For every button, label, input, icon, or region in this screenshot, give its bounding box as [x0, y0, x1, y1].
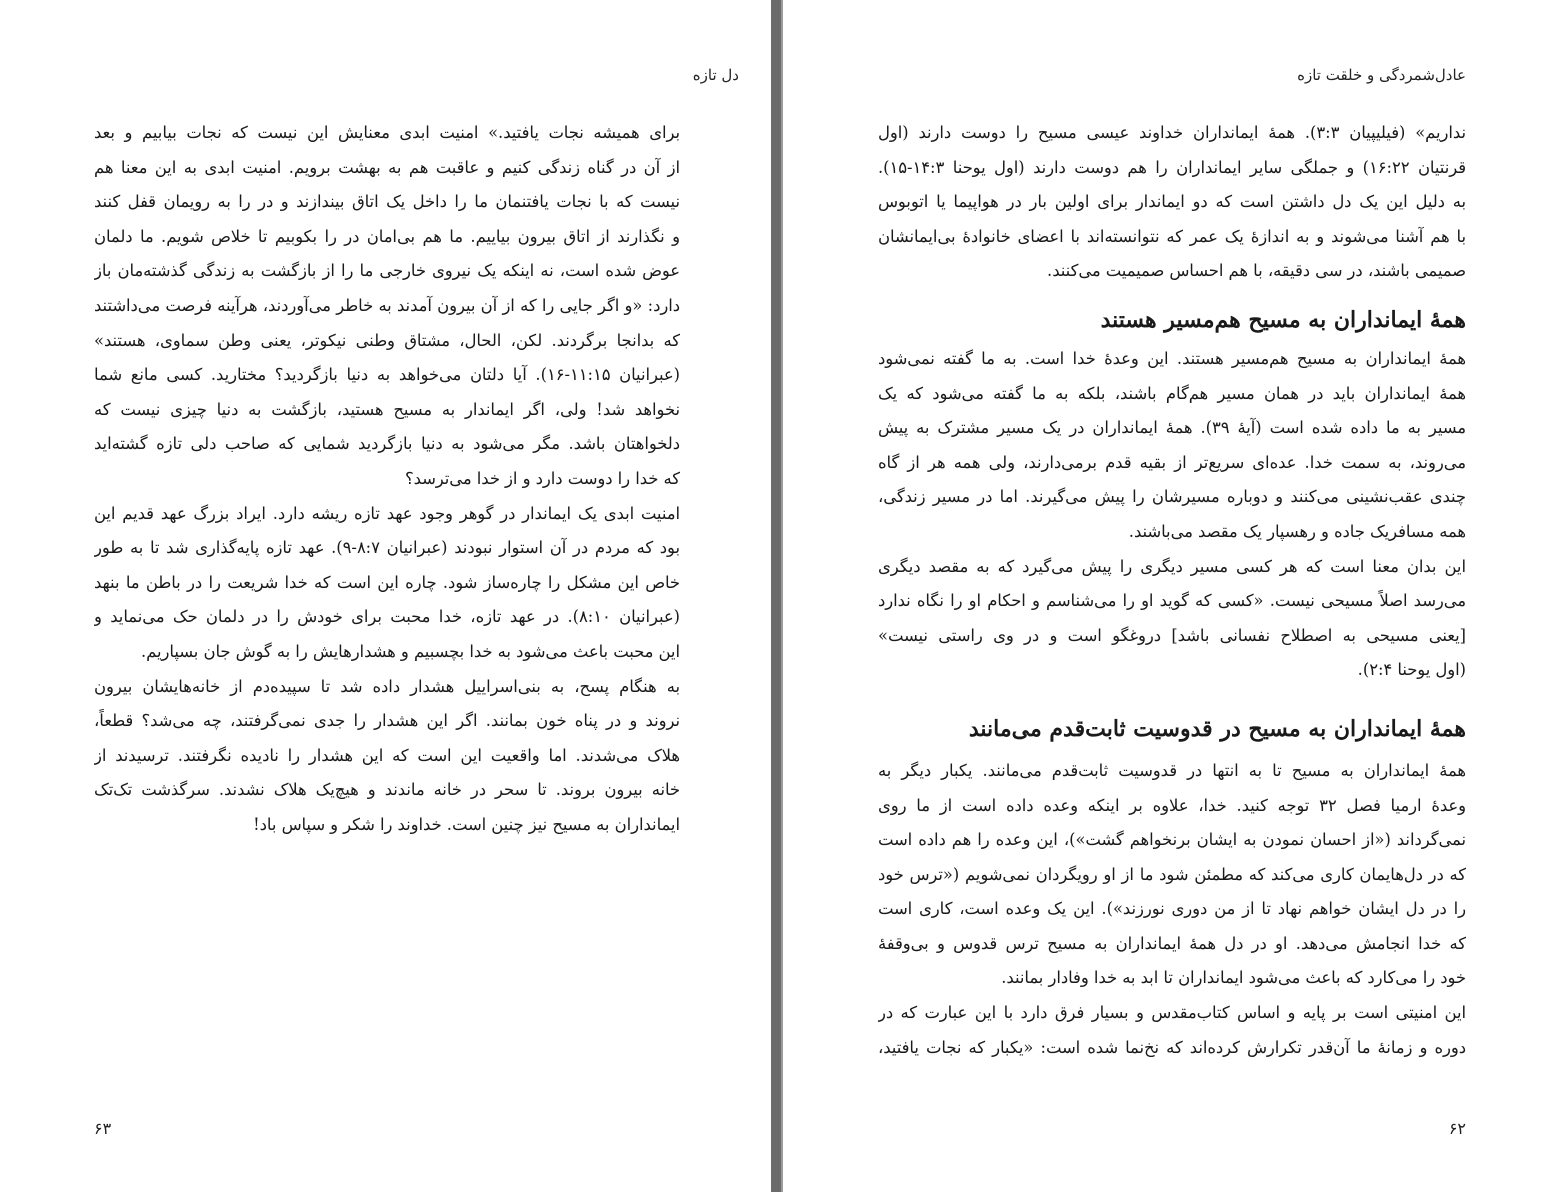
text-line: (عبرانیان ۸:۱۰). در عهد تازه، خدا محبت برای خودش را در دلمان حک می‌نماید و — [94, 607, 680, 627]
text-line: عوض شده است، نه اینکه یک نیروی خارجی ما را از بازگشت به زندگی گذشته‌مان باز — [94, 261, 680, 281]
text-line: همه مسافریک جاده و رهسپار یک مقصد می‌باشند. — [1128, 521, 1466, 541]
paragraph — [878, 116, 1466, 289]
text-line: [یعنی مسیحی به اصطلاح نفسانی باشد] دروغگو است و در وی راستی نیست» — [878, 625, 1466, 645]
text-line: قرنتیان ۱۶:۲۲) و جملگی سایر ایمانداران را هم دوست دارند (اول یوحنا ۱۴:۳-۱۵). — [878, 157, 1466, 177]
text-line: به دلیل این یک دل داشتن است که دو ایماندار برای اولین بار در هواپیما یا اتوبوس — [878, 192, 1466, 212]
text-line: می‌رسد اصلاً مسیحی نیست. «کسی که گوید او را می‌شناسم و احکام او را نگاه ندارد — [878, 591, 1466, 611]
book-gutter — [771, 0, 783, 1192]
text-line: نروند و در پناه خون بمانند. اگر این هشدار را جدی نمی‌گرفتند، چه می‌شد؟ قطعاً، — [94, 711, 680, 731]
text-line: بود که مردم در آن استوار نبودند (عبرانیان ۸:۷-۹). عهد تازه پایه‌گذاری شد تا به طور — [94, 538, 680, 558]
text-line: با هم آشنا می‌شوند و به اندازهٔ یک عمر که نتوانسته‌اند با اعضای خانوادهٔ بی‌ایمانشان — [878, 226, 1466, 246]
right-page — [783, 0, 1554, 1192]
body-text — [878, 116, 1466, 1065]
text-line: هلاک می‌شدند. اما واقعیت این است که این هشدار را نادیده نگرفتند. ترسیدند از — [94, 745, 680, 765]
text-line: همهٔ ایمانداران به مسیح تا به انتها در قدوسیت ثابت‌قدم می‌مانند. یکبار دیگر به — [878, 760, 1466, 780]
text-line: خاص این مشکل را چاره‌ساز شود. چاره این است که خدا شریعت را در باطن ما بنهد — [94, 572, 680, 592]
paragraph — [878, 754, 1466, 1065]
text-line: (اول یوحنا ۲:۴). — [1357, 660, 1466, 680]
text-line: به هنگام پسح، به بنی‌اسراییل هشدار داده شد تا سپیده‌دم از خانه‌هایشان بیرون — [94, 676, 680, 696]
text-line: که خدا انجامش می‌دهد. او در دل همهٔ ایمانداران به مسیح ترس قدوس و بی‌وقفهٔ — [878, 933, 1466, 953]
text-line: امنیت ابدی یک ایماندار در گوهر وجود عهد تازه ریشه دارد. ایراد بزرگ عهد قدیم این — [94, 503, 680, 523]
left-page — [0, 0, 771, 1192]
text-line: نخواهد شد! ولی، اگر ایماندار به مسیح هستید، بازگشت به دنیا چیزی نیست که — [94, 399, 680, 419]
text-line: نیست که با نجات یافتنمان ما را داخل یک اتاق بیندازند و در را به رویمان قفل کنند — [94, 192, 680, 212]
text-line: از آن در گناه زندگی کنیم و عاقبت هم به بهشت برویم. امنیت ابدی به این معنا هم — [94, 157, 680, 177]
running-head: دل تازه — [692, 66, 739, 84]
section-heading: همهٔ ایمانداران به مسیح در قدوسیت ثابت‌قدم می‌مانند — [968, 715, 1466, 742]
text-line: صمیمی باشند، در سی دقیقه، با هم احساس صمیمیت می‌کنند. — [1047, 261, 1466, 281]
text-line: وعدهٔ ارمیا فصل ۳۲ توجه کنید. خدا، علاوه بر اینکه وعده داده است از ما روی — [878, 795, 1466, 815]
text-line: برای همیشه نجات یافتید.» امنیت ابدی معنایش این نیست که نجات بیابیم و بعد — [94, 123, 680, 142]
text-line: مسیر به ما داده شده است (آیهٔ ۳۹). همهٔ ایمانداران در یک مسیر مشترک به پیش — [878, 418, 1466, 438]
text-line: که بدانجا برگردند. لکن، الحال، مشتاق وطنی نیکوتر، یعنی وطن سماوی، هستند» — [94, 330, 680, 350]
text-line: دوره و زمانهٔ ما آن‌قدر تکرارش کرده‌اند که نخ‌نما شده است: «یکبار که نجات یافتید، — [878, 1037, 1466, 1057]
text-line: (عبرانیان ۱۱:۱۵-۱۶). آیا دلتان می‌خواهد به دنیا بازگردید؟ مختارید. کسی مانع شما — [94, 365, 680, 385]
page-number: ۶۲ — [1448, 1119, 1466, 1138]
text-line: نمی‌گرداند («از احسان نمودن به ایشان برنخواهم گشت»)، این وعده را هم داده است — [878, 830, 1466, 850]
section-heading: همهٔ ایمانداران به مسیح هم‌مسیر هستند — [1100, 306, 1466, 333]
paragraph — [878, 342, 1466, 688]
text-line: خانه بیرون بروند. تا سحر در خانه ماندند و هیچ‌یک هلاک نشدند. سرگذشت تک‌تک — [94, 780, 680, 800]
text-line: این محبت باعث می‌شود به خدا بچسبیم و هشدارهایش را به گوش جان بسپاریم. — [140, 641, 680, 661]
text-line: چندی عقب‌نشینی می‌کنند و دوباره مسیرشان را پیش می‌گیرند. اما در مسیر زندگی، — [878, 487, 1466, 507]
text-line: خود را می‌کارد که باعث می‌شود ایمانداران تا ابد به خدا وفادار بمانند. — [1001, 968, 1466, 988]
text-line: ایمانداران به مسیح نیز چنین است. خداوند را شکر و سپاس باد! — [253, 814, 680, 834]
text-line: دارد: «و اگر جایی را که از آن بیرون آمدند به خاطر می‌آوردند، هرآینه فرصت می‌داشتند — [94, 295, 680, 315]
text-line: این بدان معنا است که هر کسی مسیر دیگری را پیش می‌گیرد که به مقصد دیگری — [878, 556, 1466, 576]
text-line: که در دل‌هایمان کاری می‌کند که مطمئن شود ما از او رویگردان نمی‌شویم («ترس خود — [878, 864, 1466, 884]
body-text — [94, 116, 680, 842]
running-head: عادل‌شمردگی و خلقت تازه — [1297, 66, 1466, 84]
text-line: و نگذارند از اتاق بیرون بیاییم. ما هم بی‌امان در را بکوبیم تا خلاص شویم. ما دلمان — [94, 226, 680, 246]
text-line: که خدا را دوست دارد و از خدا می‌ترسد؟ — [404, 468, 680, 488]
text-line: نداریم» (فیلیپیان ۳:۳). همهٔ ایمانداران خداوند عیسی مسیح را دوست دارند (اول — [878, 123, 1466, 142]
text-line: این امنیتی است بر پایه و اساس کتاب‌مقدس و بسیار فرق دارد با این عبارت که در — [878, 1003, 1466, 1023]
text-line: می‌روند، به سمت خدا. عده‌ای سریع‌تر از بقیه قدم برمی‌دارند، ولی همه هر از گاه — [878, 452, 1466, 472]
page-number: ۶۳ — [94, 1119, 112, 1138]
text-line: را در دل ایشان خواهم نهاد تا از من دوری نورزند»). این یک وعده است، کاری است — [878, 899, 1466, 919]
text-line: دلخواهتان باشد. مگر می‌شود به دنیا بازگردید شمایی که صاحب دلی تازه گشته‌اید — [94, 434, 680, 454]
text-line: همهٔ ایمانداران به مسیح هم‌مسیر هستند. این وعدهٔ خدا است. به ما گفته نمی‌شود — [878, 348, 1466, 368]
text-line: همهٔ ایمانداران باید در همان مسیر هم‌گام باشند، بلکه به ما گفته می‌شود که یک — [878, 383, 1466, 403]
